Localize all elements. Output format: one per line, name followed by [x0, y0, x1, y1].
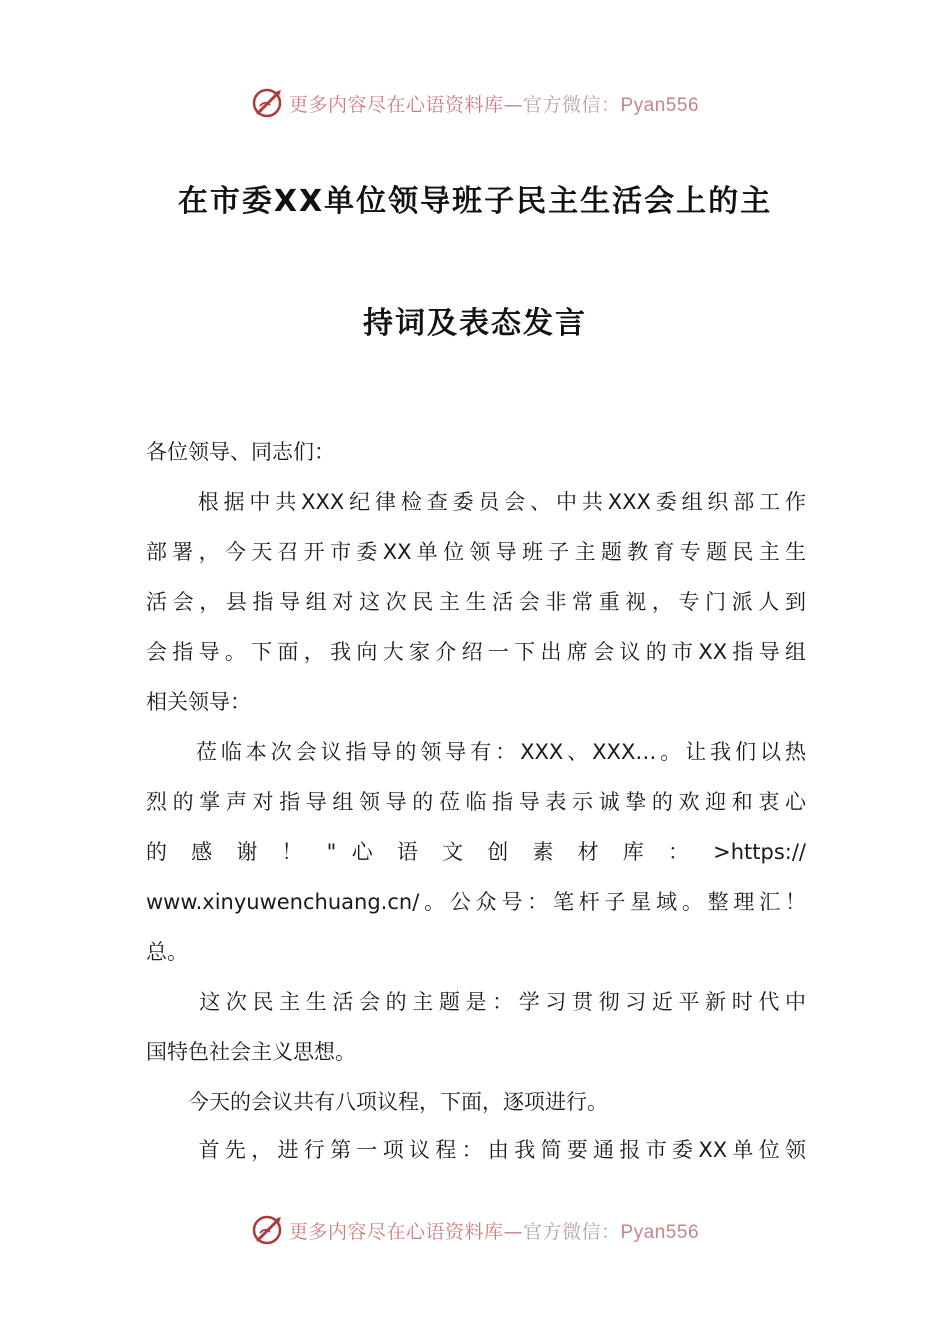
- header-banner-prefix: 更多内容尽在心语资料库: [288, 93, 504, 116]
- body-line-7: 莅临本次会议指导的领导有：XXX、XXX…。让我们以热: [146, 740, 806, 764]
- footer-banner-dash: —: [503, 1220, 523, 1243]
- document-title-line-1: 在市委XX单位领导班子民主生活会上的主: [177, 184, 773, 219]
- header-banner-text: [289, 90, 699, 117]
- body-line-2: 根据中共XXX纪律检查委员会、中共XXX委组织部工作: [146, 490, 806, 514]
- header-banner-dash: —: [503, 93, 523, 116]
- body-line-14: 今天的会议共有八项议程，下面，逐项进行。: [146, 1090, 608, 1114]
- body-line-9: 的 感 谢 ！ " 心 语 文 创 素 材 库 ： >https://: [146, 840, 806, 864]
- body-line-8: 烈的掌声对指导组领导的莅临指导表示诚挚的欢迎和衷心: [146, 790, 806, 814]
- body-line-15: 首先，进行第一项议程：由我简要通报市委XX单位领: [146, 1138, 806, 1162]
- body-line-10: www.xinyuwenchuang.cn/。公众号：笔杆子星域。整理汇！: [146, 890, 806, 914]
- pen-logo-icon: [251, 1213, 285, 1247]
- body-line-1: 各位领导、同志们：: [146, 440, 335, 464]
- footer-banner-wechat-label: 官方微信：: [522, 1220, 621, 1243]
- body-line-6: 相关领导：: [146, 690, 251, 714]
- body-line-5: 会指导。下面，我向大家介绍一下出席会议的市XX指导组: [146, 640, 806, 664]
- body-line-13: 国特色社会主义思想。: [146, 1040, 356, 1064]
- body-line-12: 这次民主生活会的主题是：学习贯彻习近平新时代中: [146, 990, 806, 1014]
- document-title-line-2: 持词及表态发言: [363, 306, 587, 341]
- header-banner-wechat-label: 官方微信：: [522, 93, 621, 116]
- footer-banner-text: [289, 1217, 699, 1244]
- header-banner-wechat-id: Pyan556: [620, 94, 700, 116]
- pen-logo-icon: [251, 86, 285, 120]
- header-banner: [0, 83, 950, 123]
- body-line-4: 活会，县指导组对这次民主生活会非常重视，专门派人到: [146, 590, 806, 614]
- footer-banner-wechat-id: Pyan556: [620, 1221, 700, 1243]
- body-line-11: 总。: [146, 940, 188, 964]
- body-line-3: 部署，今天召开市委XX单位领导班子主题教育专题民主生: [146, 540, 806, 564]
- footer-banner: [0, 1210, 950, 1250]
- footer-banner-prefix: 更多内容尽在心语资料库: [288, 1220, 504, 1243]
